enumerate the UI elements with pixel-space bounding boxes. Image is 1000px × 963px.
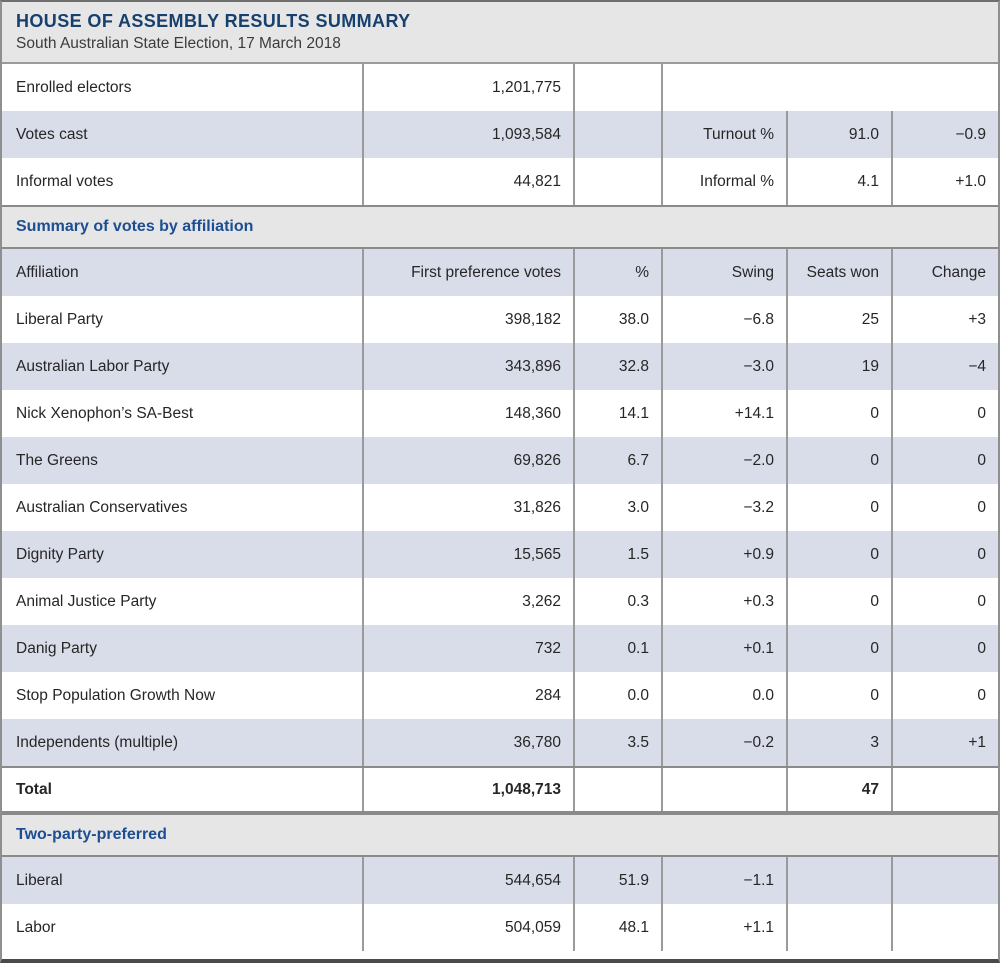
swing-cell: +0.9 [663, 531, 788, 578]
swing-cell: 0.0 [663, 672, 788, 719]
swing-cell: +14.1 [663, 390, 788, 437]
table-row [2, 578, 998, 625]
row-value: 1,093,584 [364, 111, 575, 158]
row-value: 44,821 [364, 158, 575, 205]
pct-cell: 1.5 [575, 531, 663, 578]
change-cell: +1 [968, 733, 986, 751]
table-row [2, 719, 998, 766]
votes-cell: 732 [364, 625, 575, 672]
column-header-swing: Swing [663, 249, 788, 296]
empty-cell [575, 111, 663, 158]
row-value: 1,201,775 [364, 64, 575, 111]
column-header-votes: First preference votes [364, 249, 575, 296]
section-band-tpp [2, 813, 998, 857]
table-row [2, 296, 998, 343]
pct-cell: 3.5 [575, 719, 663, 766]
votes-cell: 31,826 [364, 484, 575, 531]
votes-cell: 343,896 [364, 343, 575, 390]
pct-cell: 14.1 [575, 390, 663, 437]
table-row [2, 64, 998, 111]
empty-cell [893, 857, 998, 904]
seats-cell: 19 [788, 343, 893, 390]
section-heading: Summary of votes by affiliation [16, 218, 254, 235]
change-cell: 0 [977, 451, 986, 469]
change-cell: 0 [977, 498, 986, 516]
swing-cell: +1.1 [663, 904, 788, 951]
swing-cell: −3.2 [663, 484, 788, 531]
row-label: Votes cast [2, 111, 364, 158]
affiliation-name: Australian Conservatives [2, 484, 364, 531]
page-subtitle: South Australian State Election, 17 March 2018 [16, 35, 341, 52]
table-row [2, 437, 998, 484]
empty-cell [788, 904, 893, 951]
affiliation-name: Stop Population Growth Now [2, 672, 364, 719]
column-header-row [2, 249, 998, 296]
votes-cell: 36,780 [364, 719, 575, 766]
column-header-change: Change [931, 263, 986, 281]
pct-cell: 38.0 [575, 296, 663, 343]
pct-cell: 6.7 [575, 437, 663, 484]
change-cell: 0 [977, 592, 986, 610]
column-header-pct: % [575, 249, 663, 296]
change-cell: +3 [968, 310, 986, 328]
empty-cell [575, 768, 663, 811]
table-row [2, 857, 998, 904]
votes-cell: 504,059 [364, 904, 575, 951]
votes-cell: 69,826 [364, 437, 575, 484]
change-cell: 0 [977, 639, 986, 657]
column-header-seats: Seats won [788, 249, 893, 296]
seats-cell: 0 [788, 672, 893, 719]
seats-cell: 0 [788, 578, 893, 625]
tpp-rows [2, 857, 998, 951]
empty-cell [575, 158, 663, 205]
table-row [2, 904, 998, 951]
change-cell: 0 [977, 686, 986, 704]
swing-cell: +0.3 [663, 578, 788, 625]
affiliation-name: Dignity Party [2, 531, 364, 578]
pct-cell: 3.0 [575, 484, 663, 531]
total-seats: 47 [788, 768, 893, 811]
total-row [2, 766, 998, 813]
seats-cell: 0 [788, 390, 893, 437]
swing-cell: −1.1 [663, 857, 788, 904]
empty-cell [893, 904, 998, 951]
votes-cell: 544,654 [364, 857, 575, 904]
electorate-totals [2, 64, 998, 205]
stat-value: 4.1 [788, 158, 893, 205]
pct-cell: 51.9 [575, 857, 663, 904]
table-row [2, 343, 998, 390]
votes-cell: 15,565 [364, 531, 575, 578]
table-row [2, 484, 998, 531]
change-cell: 0 [977, 404, 986, 422]
table-row [2, 390, 998, 437]
empty-cell [788, 857, 893, 904]
empty-cell [663, 64, 998, 111]
pct-cell: 0.1 [575, 625, 663, 672]
seats-cell: 0 [788, 484, 893, 531]
seats-cell: 25 [788, 296, 893, 343]
change-cell: 0 [977, 545, 986, 563]
affiliation-name: Liberal Party [2, 296, 364, 343]
pct-cell: 48.1 [575, 904, 663, 951]
table-row [2, 672, 998, 719]
swing-cell: −6.8 [663, 296, 788, 343]
party-name: Liberal [2, 857, 364, 904]
affiliation-name: Nick Xenophon’s SA-Best [2, 390, 364, 437]
change-cell: −4 [968, 357, 986, 375]
stat-label: Turnout % [663, 111, 788, 158]
affiliation-rows [2, 296, 998, 766]
affiliation-name: Animal Justice Party [2, 578, 364, 625]
pct-cell: 32.8 [575, 343, 663, 390]
total-label: Total [2, 768, 364, 811]
empty-cell [893, 768, 998, 811]
affiliation-name: Danig Party [2, 625, 364, 672]
empty-cell [663, 768, 788, 811]
seats-cell: 3 [788, 719, 893, 766]
section-heading: Two-party-preferred [16, 826, 167, 843]
swing-cell: +0.1 [663, 625, 788, 672]
row-label: Informal votes [2, 158, 364, 205]
affiliation-name: Australian Labor Party [2, 343, 364, 390]
stat-value: 91.0 [788, 111, 893, 158]
swing-cell: −0.2 [663, 719, 788, 766]
seats-cell: 0 [788, 625, 893, 672]
empty-cell [575, 64, 663, 111]
affiliation-name: The Greens [2, 437, 364, 484]
affiliation-name: Independents (multiple) [2, 719, 364, 766]
section-band-affiliation [2, 205, 998, 249]
stat-change: +1.0 [955, 172, 986, 190]
swing-cell: −2.0 [663, 437, 788, 484]
table-row [2, 158, 998, 205]
votes-cell: 284 [364, 672, 575, 719]
table-row [2, 625, 998, 672]
votes-cell: 3,262 [364, 578, 575, 625]
row-label: Enrolled electors [2, 64, 364, 111]
pct-cell: 0.0 [575, 672, 663, 719]
votes-cell: 398,182 [364, 296, 575, 343]
total-votes: 1,048,713 [364, 768, 575, 811]
stat-label: Informal % [663, 158, 788, 205]
title-band [2, 2, 998, 64]
seats-cell: 0 [788, 437, 893, 484]
table-row [2, 531, 998, 578]
pct-cell: 0.3 [575, 578, 663, 625]
votes-cell: 148,360 [364, 390, 575, 437]
table-row [2, 111, 998, 158]
swing-cell: −3.0 [663, 343, 788, 390]
column-header-affiliation: Affiliation [2, 249, 364, 296]
seats-cell: 0 [788, 531, 893, 578]
party-name: Labor [2, 904, 364, 951]
stat-change: −0.9 [955, 125, 986, 143]
page-title: HOUSE OF ASSEMBLY RESULTS SUMMARY [16, 11, 411, 31]
